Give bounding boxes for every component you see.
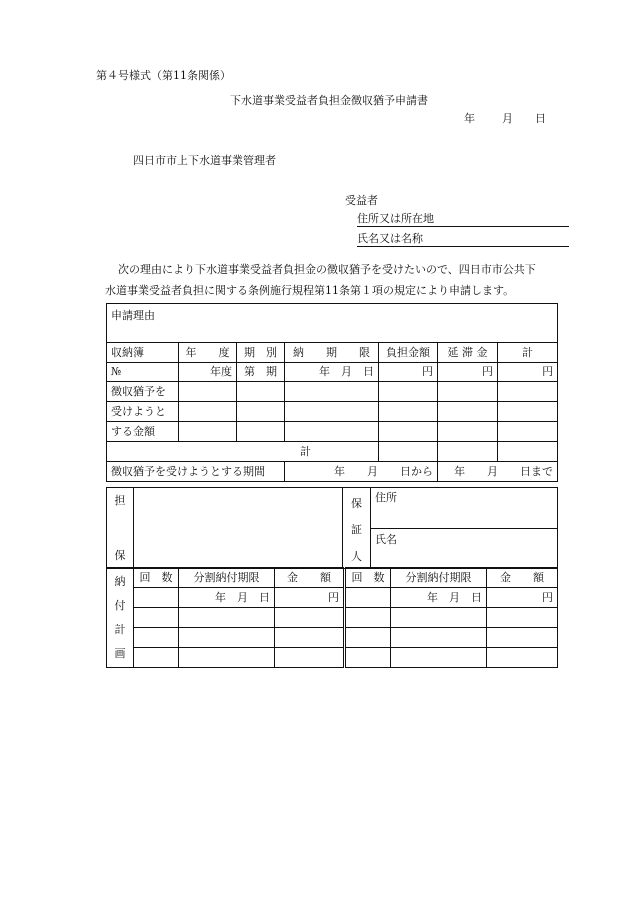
address-field[interactable] (357, 213, 569, 227)
unit-yen-charge[interactable]: 円 (379, 363, 438, 382)
header-late-fee: 延 滞 金 (438, 343, 498, 363)
unit-yen-total[interactable]: 円 (498, 363, 558, 382)
period-to[interactable]: 年 月 日まで (438, 462, 558, 482)
header-term: 期 別 (237, 343, 285, 363)
collateral-field[interactable] (134, 488, 343, 569)
statement-line-1: 次の理由により下水道事業受益者負担金の徴収猶予を受けたいので、四日市市公共下 (118, 263, 536, 276)
unit-date-right[interactable]: 年 月 日 (391, 588, 487, 608)
period-from[interactable]: 年 月 日から (285, 462, 438, 482)
period-label: 徴収猶予を受けようとする期間 (107, 462, 285, 482)
header-amount-right: 金 額 (487, 568, 558, 588)
date-month: 月 (502, 112, 513, 125)
form-number: 第４号様式（第11条関係） (96, 69, 231, 82)
date-year: 年 (464, 112, 475, 125)
subtotal-label: 計 (107, 442, 379, 462)
side-label-line-3: する金額 (107, 422, 179, 442)
reason-label: 申請理由 (111, 309, 155, 322)
collateral-char-1: 担 (114, 494, 126, 507)
unit-number: № (107, 363, 179, 382)
guarantor-address-field[interactable] (371, 488, 558, 529)
header-installment-due-right: 分割納付期限 (391, 568, 487, 588)
deferral-table (106, 303, 558, 482)
guarantor-label (343, 488, 371, 569)
name-field[interactable] (357, 233, 569, 247)
plan-char-4: 画 (114, 647, 126, 661)
side-label-line-1: 徴収猶予を (107, 382, 179, 402)
applicant-label: 受益者 (345, 194, 378, 207)
header-charge-amount: 負担金額 (379, 343, 438, 363)
guarantor-name-label: 氏名 (375, 532, 397, 546)
unit-due-date[interactable]: 年 月 日 (285, 363, 379, 382)
header-installment-count-right: 回 数 (345, 568, 391, 588)
unit-date-left[interactable]: 年 月 日 (179, 588, 275, 608)
plan-char-1: 納 (114, 574, 126, 588)
header-amount-left: 金 額 (275, 568, 345, 588)
guarantor-char-1: 保 (351, 497, 362, 510)
header-due-date: 納 期 限 (285, 343, 379, 363)
guarantor-address-label: 住所 (375, 491, 397, 504)
unit-yen-right[interactable]: 円 (487, 588, 558, 608)
plan-char-2: 付 (114, 598, 126, 612)
date-day: 日 (535, 112, 546, 125)
unit-yen-late-fee[interactable]: 円 (438, 363, 498, 382)
side-label-line-2: 受けようと (107, 402, 179, 422)
name-label: 氏名又は名称 (357, 232, 423, 245)
header-ledger: 収納簿 (107, 343, 179, 363)
guarantor-name-field[interactable] (371, 528, 558, 569)
collateral-label (107, 488, 134, 569)
collateral-guarantor-table (106, 487, 558, 569)
header-total: 計 (498, 343, 558, 363)
header-installment-due-left: 分割納付期限 (179, 568, 275, 588)
address-label: 住所又は所在地 (357, 212, 434, 225)
collateral-char-2: 保 (114, 548, 126, 562)
guarantor-char-2: 証 (351, 523, 362, 537)
reason-field[interactable] (107, 304, 558, 343)
unit-fiscal-year[interactable]: 年度 (179, 363, 237, 382)
header-installment-count-left: 回 数 (134, 568, 179, 588)
plan-char-3: 計 (114, 623, 126, 637)
payment-plan-table (106, 567, 558, 668)
payment-plan-label (107, 568, 134, 668)
unit-term[interactable]: 第 期 (237, 363, 285, 382)
addressee: 四日市市上下水道事業管理者 (133, 154, 276, 167)
statement-line-2: 水道事業受益者負担に関する条例施行規程第11条第１項の規定により申請します。 (105, 284, 515, 297)
header-fiscal-year: 年 度 (179, 343, 237, 363)
guarantor-char-3: 人 (351, 549, 362, 563)
unit-yen-left[interactable]: 円 (275, 588, 345, 608)
form-title: 下水道事業受益者負担金徴収猶予申請書 (230, 94, 428, 107)
